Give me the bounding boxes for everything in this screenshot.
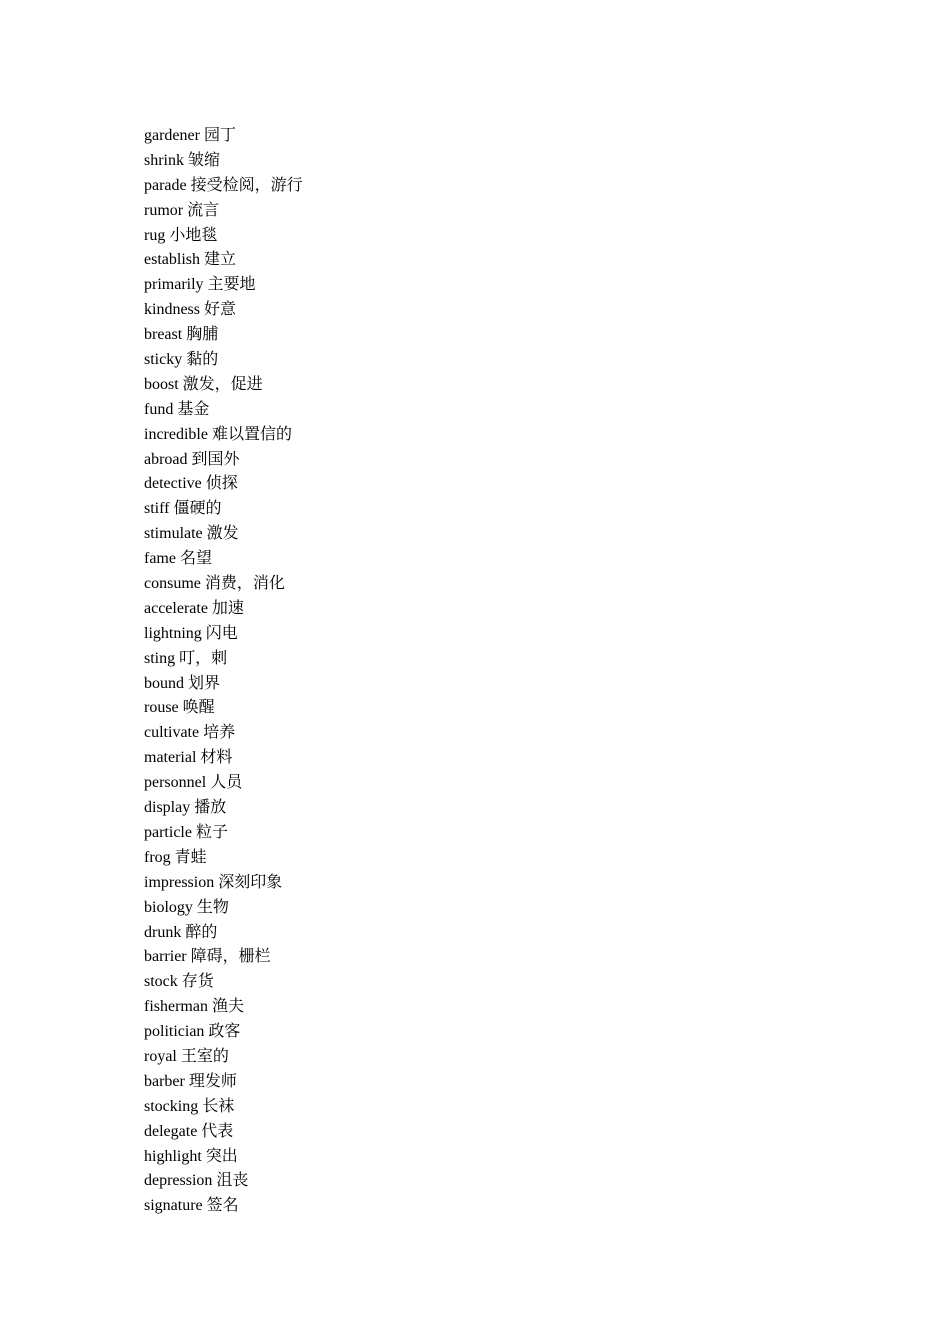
- vocabulary-entry: depression 沮丧: [144, 1172, 249, 1190]
- vocabulary-entry: breast 胸脯: [144, 326, 219, 344]
- vocabulary-entry: material 材料: [144, 749, 233, 767]
- vocabulary-entry: fame 名望: [144, 550, 212, 568]
- vocabulary-entry: incredible 难以置信的: [144, 425, 292, 443]
- vocabulary-entry: accelerate 加速: [144, 599, 244, 617]
- vocabulary-entry: rumor 流言: [144, 201, 220, 219]
- vocabulary-entry: primarily 主要地: [144, 276, 256, 294]
- vocabulary-entry: stimulate 激发: [144, 525, 239, 543]
- vocabulary-entry: shrink 皱缩: [144, 151, 221, 169]
- vocabulary-entry: lightning 闪电: [144, 624, 238, 642]
- vocabulary-entry: cultivate 培养: [144, 724, 236, 742]
- vocabulary-entry: impression 深刻印象: [144, 873, 283, 891]
- vocabulary-entry: consume 消费，消化: [144, 575, 285, 593]
- vocabulary-entry: delegate 代表: [144, 1122, 234, 1140]
- vocabulary-entry: stock 存货: [144, 973, 214, 991]
- vocabulary-entry: drunk 醉的: [144, 923, 218, 941]
- vocabulary-entry: frog 青蛙: [144, 848, 207, 866]
- vocabulary-entry: stocking 长袜: [144, 1097, 235, 1115]
- vocabulary-entry: abroad 到国外: [144, 450, 240, 468]
- vocabulary-list: [144, 124, 303, 1219]
- vocabulary-entry: rouse 唤醒: [144, 699, 215, 717]
- vocabulary-entry: bound 划界: [144, 674, 221, 692]
- vocabulary-entry: display 播放: [144, 799, 227, 817]
- vocabulary-entry: parade 接受检阅，游行: [144, 176, 303, 194]
- vocabulary-entry: sting 叮，刺: [144, 649, 228, 667]
- vocabulary-entry: highlight 突出: [144, 1147, 238, 1165]
- vocabulary-entry: barber 理发师: [144, 1072, 237, 1090]
- vocabulary-entry: sticky 黏的: [144, 351, 219, 369]
- vocabulary-entry: fisherman 渔夫: [144, 998, 244, 1016]
- vocabulary-entry: signature 签名: [144, 1197, 239, 1215]
- vocabulary-entry: royal 王室的: [144, 1047, 229, 1065]
- vocabulary-entry: kindness 好意: [144, 301, 237, 319]
- vocabulary-entry: barrier 障碍，栅栏: [144, 948, 271, 966]
- vocabulary-entry: personnel 人员: [144, 774, 243, 792]
- vocabulary-entry: stiff 僵硬的: [144, 500, 222, 518]
- vocabulary-entry: fund 基金: [144, 400, 210, 418]
- vocabulary-entry: particle 粒子: [144, 823, 228, 841]
- vocabulary-entry: rug 小地毯: [144, 226, 218, 244]
- vocabulary-entry: gardener 园丁: [144, 127, 236, 144]
- vocabulary-entry: boost 激发，促进: [144, 375, 263, 393]
- vocabulary-entry: biology 生物: [144, 898, 229, 916]
- vocabulary-entry: politician 政客: [144, 1023, 241, 1041]
- vocabulary-entry: establish 建立: [144, 251, 236, 269]
- vocabulary-entry: detective 侦探: [144, 475, 238, 493]
